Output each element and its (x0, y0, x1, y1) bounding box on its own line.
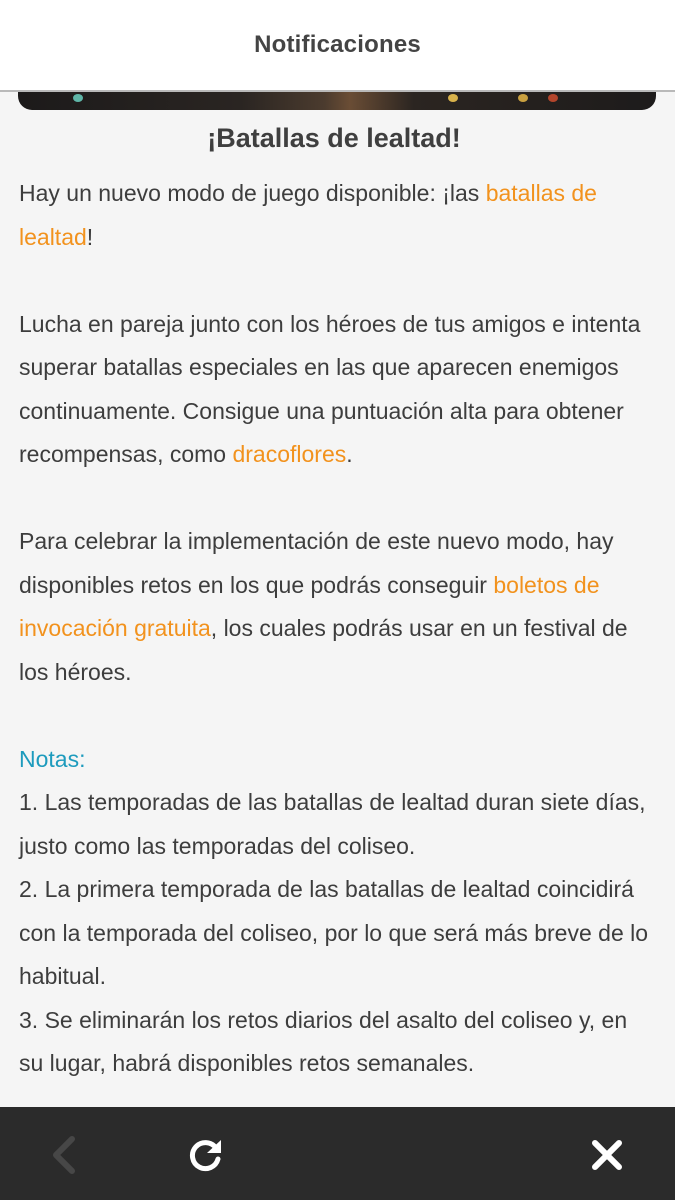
refresh-button[interactable] (185, 1135, 225, 1175)
description-text-end: . (346, 441, 353, 467)
link-dracoflores[interactable]: dracoflores (232, 441, 347, 467)
close-button[interactable] (587, 1135, 627, 1175)
paragraph-description (19, 303, 649, 477)
notification-banner-image (18, 92, 656, 110)
note-item: 3. Se eliminarán los retos diarios del asalto del coliseo y, en su lugar, habrá disponibles retos semanales. (19, 1006, 628, 1076)
notification-body (19, 118, 649, 1086)
celebration-text: Para celebrar la implementación de este nuevo modo, hay disponibles retos en los que podrás conseguir (19, 528, 614, 598)
refresh-icon (185, 1135, 225, 1175)
back-button[interactable] (44, 1135, 84, 1175)
bottom-navigation-bar (0, 1107, 675, 1200)
celebration-text-end: , los cuales podrás usar en un festival de los héroes. (19, 615, 628, 685)
paragraph-intro (19, 172, 649, 259)
link-boletos-de-invocacion[interactable]: boletos de invocación gratuita (19, 571, 600, 641)
description-text: Lucha en pareja junto con los héroes de tus amigos e intenta superar batallas especiales en las que aparecen enemigos continuamente. Consigue una puntuación alta para obtener recompensas, como (19, 310, 641, 467)
page-title: Notificaciones (254, 31, 421, 58)
intro-text: Hay un nuevo modo de juego disponible: ¡las (19, 180, 486, 206)
note-item: 1. Las temporadas de las batallas de lealtad duran siete días, justo como las temporadas del coliseo. (19, 789, 646, 859)
header-bar (0, 0, 675, 92)
paragraph-celebration (19, 520, 649, 694)
banner-glow-2 (448, 94, 458, 102)
chevron-left-icon (50, 1136, 78, 1174)
banner-glow-4 (548, 94, 558, 102)
article-title: ¡Batallas de lealtad! (207, 123, 461, 153)
notes-heading: Notas: (19, 745, 86, 772)
banner-glow-1 (73, 94, 83, 102)
banner-glow-3 (518, 94, 528, 102)
link-batallas-de-lealtad[interactable]: batallas de lealtad (19, 180, 597, 250)
intro-text-end: ! (86, 223, 94, 250)
close-icon (590, 1138, 624, 1172)
note-item: 2. La primera temporada de las batallas de lealtad coincidirá con la temporada del coliseo, por lo que será más breve de lo habitual. (19, 876, 649, 989)
